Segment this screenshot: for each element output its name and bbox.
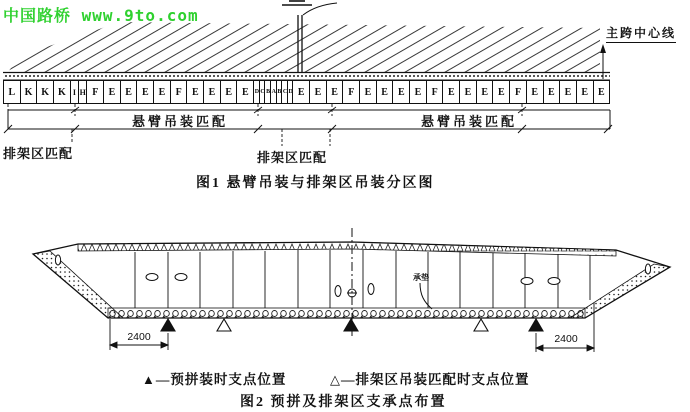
segment-cell: E bbox=[326, 81, 343, 103]
segment-cell: C bbox=[259, 81, 265, 103]
segment-cell: E bbox=[392, 81, 409, 103]
segment-cell: E bbox=[576, 81, 593, 103]
segment-cell: L bbox=[8, 86, 16, 98]
dim-left-value: 2400 bbox=[127, 331, 151, 343]
segment-cell: D bbox=[287, 81, 293, 103]
segment-cell: B bbox=[264, 81, 270, 103]
legend-open-support bbox=[330, 368, 530, 388]
segment-cell: E bbox=[186, 81, 203, 103]
legend-solid-text: —预拼装时支点位置 bbox=[155, 372, 287, 387]
segment-cell: F bbox=[509, 81, 526, 103]
segment-cell: E bbox=[292, 81, 309, 103]
segment-cell: K bbox=[53, 81, 70, 103]
fig1-deck-band bbox=[3, 73, 610, 81]
segment-cell: B bbox=[276, 81, 282, 103]
dim-right-value: 2400 bbox=[554, 333, 578, 345]
open-support-triangle bbox=[217, 319, 231, 331]
segment-cell: C bbox=[281, 81, 287, 103]
girder-bottom-flange bbox=[108, 308, 585, 318]
segment-cell: E bbox=[376, 81, 393, 103]
figure1-caption: 图1 悬臂吊装与排架区吊装分区图 bbox=[196, 176, 435, 191]
segment-cell: K bbox=[36, 81, 53, 103]
segment-cell: E bbox=[120, 81, 137, 103]
segment-cell: F bbox=[170, 81, 187, 103]
segment-cell: A bbox=[270, 81, 276, 103]
segment-cell: F bbox=[342, 81, 359, 103]
segment-cell: E bbox=[543, 81, 560, 103]
solid-support-triangle bbox=[161, 319, 175, 331]
fig2-dimension-left bbox=[110, 319, 168, 350]
zone-cantilever-right-label: 悬臂吊装匹配 bbox=[420, 114, 517, 129]
segment-cell: E bbox=[136, 81, 153, 103]
open-triangle-icon: △ bbox=[330, 372, 341, 387]
segment-cell: E bbox=[526, 81, 543, 103]
segment-cell: F bbox=[426, 81, 443, 103]
fig1-hoisting-cables-hatch bbox=[8, 22, 600, 72]
segment-cell: H bbox=[78, 81, 86, 103]
segment-cell: E bbox=[103, 81, 120, 103]
segment-cell: E bbox=[492, 81, 509, 103]
segment-cell: D bbox=[253, 81, 259, 103]
clipped-top-label-fragment bbox=[282, 1, 312, 5]
leader-arrowhead bbox=[600, 44, 606, 53]
segment-cell: E bbox=[476, 81, 493, 103]
segment-row bbox=[3, 80, 610, 104]
segment-cell: E bbox=[409, 81, 426, 103]
solid-triangle-icon: ▲ bbox=[142, 372, 156, 387]
figure2-caption: 图2 预拼及排架区支承点布置 bbox=[240, 395, 447, 410]
fig2-support-points bbox=[161, 319, 543, 331]
segment-cell: F bbox=[86, 81, 103, 103]
site-watermark-link[interactable]: 中国路桥 www.9to.com bbox=[3, 6, 199, 25]
solid-support-triangle bbox=[529, 319, 543, 331]
zone-rack-left-label: 排架区匹配 bbox=[3, 146, 74, 161]
legend-solid-support bbox=[142, 368, 286, 388]
segment-cell: I bbox=[70, 81, 78, 103]
zone-rack-center-label: 排架区匹配 bbox=[257, 150, 328, 165]
zone-cantilever-left-label: 悬臂吊装匹配 bbox=[131, 114, 228, 129]
segment-cell: E bbox=[459, 81, 476, 103]
segment-cell: E bbox=[309, 81, 326, 103]
segment-cell: E bbox=[442, 81, 459, 103]
segment-cell: E bbox=[593, 81, 610, 103]
solid-support-triangle bbox=[344, 319, 358, 331]
segment-cell: E bbox=[203, 81, 220, 103]
span-centerline-label: 主跨中心线 bbox=[606, 24, 676, 43]
segment-cell: K bbox=[20, 81, 37, 103]
segment-cell: E bbox=[153, 81, 170, 103]
open-support-triangle bbox=[474, 319, 488, 331]
segment-cell: E bbox=[236, 81, 253, 103]
segment-cell: E bbox=[359, 81, 376, 103]
segment-cell: E bbox=[559, 81, 576, 103]
legend-open-text: —排架区吊装匹配时支点位置 bbox=[341, 372, 530, 387]
pad-label: 承垫 bbox=[413, 273, 429, 282]
segment-cell: E bbox=[220, 81, 237, 103]
